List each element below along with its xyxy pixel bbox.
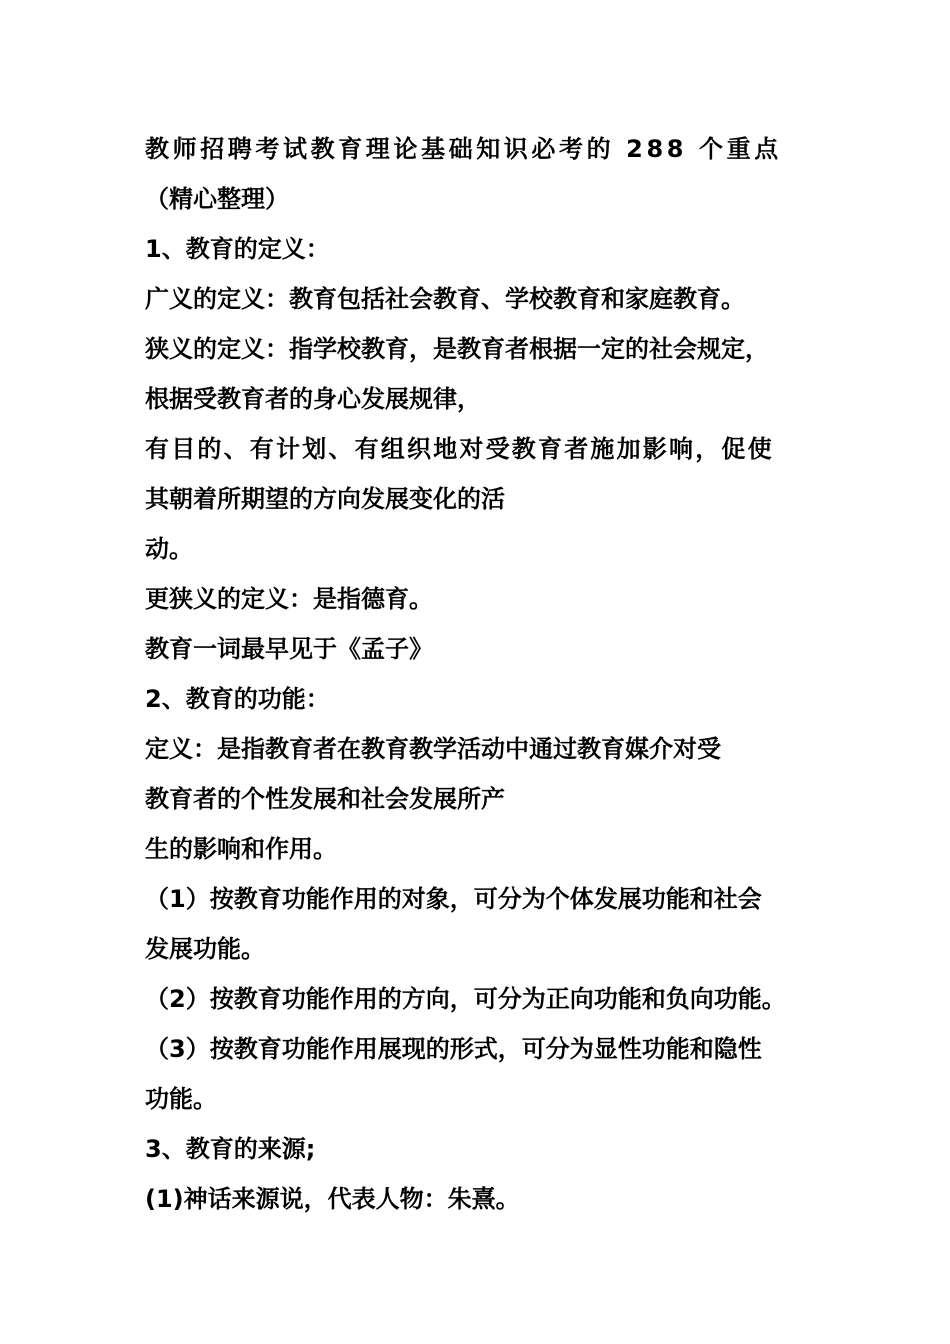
text-line: 根据受教育者的身心发展规律， (145, 385, 481, 413)
text-line: （1）按教育功能作用的对象，可分为个体发展功能和社会 (145, 885, 762, 913)
text-line: 生的影响和作用。 (145, 835, 337, 863)
text-line: 更狭义的定义：是指德育。 (145, 585, 433, 613)
document-title-line-1: 教师招聘考试教育理论基础知识必考的 288 个重点 (145, 135, 782, 163)
document-title-line-2: （精心整理） (145, 185, 289, 213)
text-line: 定义：是指教育者在教育教学活动中通过教育媒介对受 (145, 735, 721, 763)
text-line: （3）按教育功能作用展现的形式，可分为显性功能和隐性 (145, 1035, 762, 1063)
text-line: 动。 (145, 535, 193, 563)
text-line: 教育一词最早见于《孟子》 (145, 635, 433, 663)
text-line: 教育者的个性发展和社会发展所产 (145, 785, 505, 813)
text-line: （2）按教育功能作用的方向，可分为正向功能和负向功能。 (145, 985, 786, 1013)
text-line: 功能。 (145, 1085, 217, 1113)
text-line: (1)神话来源说，代表人物：朱熹。 (145, 1185, 520, 1213)
text-line: 有目的、有计划、有组织地对受教育者施加影响，促使 (145, 435, 774, 463)
text-line: 发展功能。 (145, 935, 265, 963)
section-heading-2: 2、教育的功能： (145, 685, 330, 713)
text-line: 广义的定义：教育包括社会教育、学校教育和家庭教育。 (145, 285, 745, 313)
text-line: 狭义的定义：指学校教育，是教育者根据一定的社会规定， (145, 335, 769, 363)
section-heading-3: 3、教育的来源; (145, 1135, 316, 1163)
text-line: 其朝着所期望的方向发展变化的活 (145, 485, 505, 513)
section-heading-1: 1、教育的定义： (145, 235, 330, 263)
